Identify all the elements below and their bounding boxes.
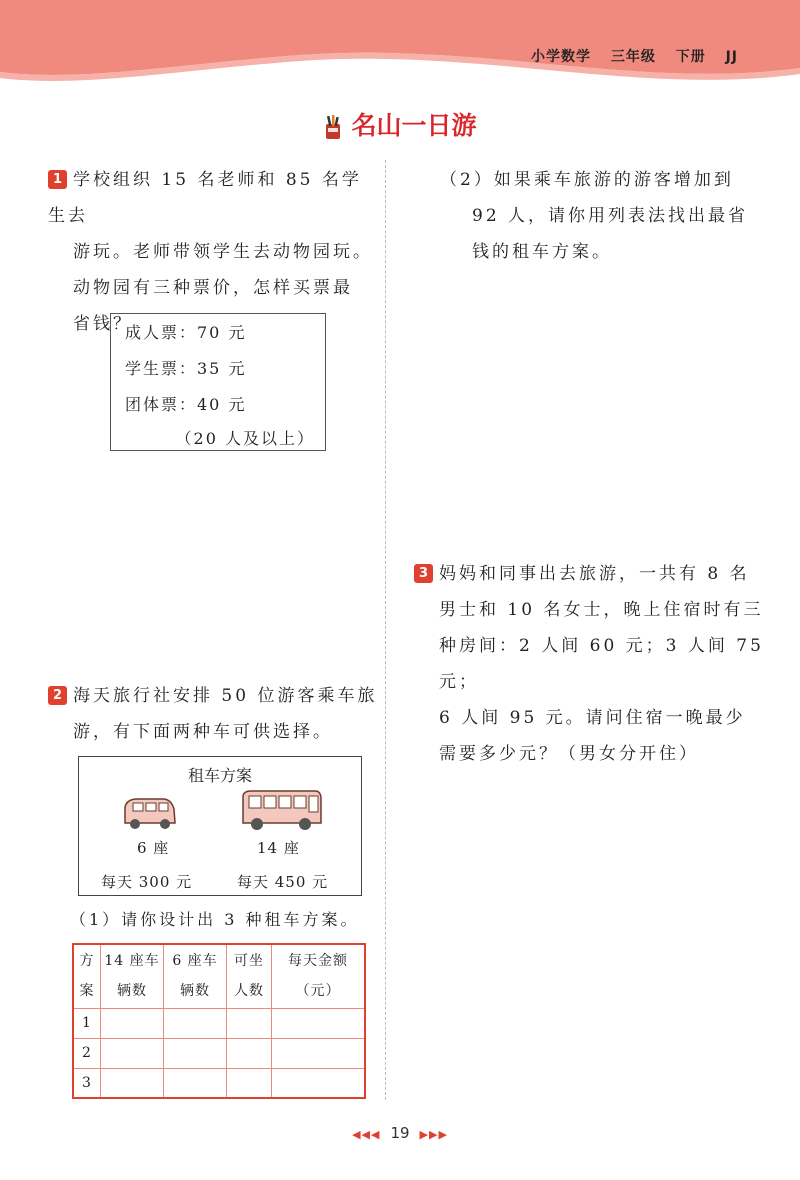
problem-2-question-1: （1）请你设计出 3 种租车方案。 [70, 910, 360, 929]
table-cell [227, 1038, 272, 1068]
problem-3-line-5: 需要多少元？（男女分开住） [439, 744, 699, 764]
big-car-price: 每天 450 元 [237, 873, 329, 891]
problem-2-q2-line-1: （2）如果乘车旅游的游客增加到 [440, 170, 734, 190]
table-cell [272, 1038, 366, 1068]
table-cell [164, 1008, 227, 1038]
table-header-row [73, 944, 365, 1008]
big-car-seats: 14 座 [257, 839, 300, 857]
header-grade: 三年级 [610, 49, 656, 65]
problem-2-line-2: 游，有下面两种车可供选择。 [73, 722, 333, 742]
column-divider [385, 160, 386, 1100]
problem-2-line-1: 海天旅行社安排 50 位游客乘车旅 [73, 686, 378, 706]
problem-2 [48, 678, 378, 750]
minivan-icon [119, 793, 179, 835]
table-header-cell: 可坐 人数 [227, 944, 272, 1008]
header-subject: 小学数学 [530, 49, 591, 65]
table-cell [272, 1008, 366, 1038]
problem-3-line-4: 6 人间 95 元。请问住宿一晚最少 [439, 708, 746, 728]
table-row-number: 2 [73, 1038, 101, 1068]
header-info [517, 46, 738, 66]
problem-1-number: 1 [48, 170, 67, 189]
price-group: 团体票：40 元 [125, 395, 247, 414]
price-group-note: （20 人及以上） [175, 429, 315, 448]
problem-3-line-3: 种房间：2 人间 60 元；3 人间 75 元； [439, 636, 764, 692]
problem-1-line-1: 学校组织 15 名老师和 85 名学生去 [48, 170, 362, 226]
right-arrows-icon: ▶▶▶ [419, 1128, 448, 1141]
ticket-price-box [110, 313, 326, 451]
table-row [73, 1038, 365, 1068]
problem-2-question-2 [440, 162, 770, 270]
rent-plan-title: 租车方案 [187, 766, 252, 785]
problem-1-line-3: 动物园有三种票价，怎样买票最 [73, 278, 353, 298]
header-volume: 下册 [675, 49, 706, 65]
problem-3 [414, 556, 764, 772]
pencil-cup-icon [323, 114, 343, 140]
table-cell [164, 1038, 227, 1068]
table-row-number: 3 [73, 1068, 101, 1098]
table-header-cell: 6 座车 辆数 [164, 944, 227, 1008]
table-header-cell: 每天金额 （元） [272, 944, 366, 1008]
problem-3-number: 3 [414, 564, 433, 583]
table-header-cell: 14 座车 辆数 [101, 944, 164, 1008]
problem-3-line-2: 男士和 10 名女士，晚上住宿时有三 [439, 600, 764, 620]
small-car-price: 每天 300 元 [101, 873, 193, 891]
table-cell [227, 1068, 272, 1098]
problem-2-number: 2 [48, 686, 67, 705]
table-cell [101, 1038, 164, 1068]
problem-2-q2-line-3: 钱的租车方案。 [472, 242, 612, 262]
table-cell [272, 1068, 366, 1098]
problem-2-q2-line-2: 92 人，请你用列表法找出最省 [472, 206, 749, 226]
small-car-seats: 6 座 [137, 839, 170, 857]
problem-3-line-1: 妈妈和同事出去旅游，一共有 8 名 [439, 564, 750, 584]
table-cell [101, 1068, 164, 1098]
page-footer [0, 1124, 800, 1142]
table-cell [164, 1068, 227, 1098]
header-edition: JJ [725, 49, 738, 65]
price-adult: 成人票：70 元 [125, 323, 247, 342]
table-row [73, 1008, 365, 1038]
table-header-cell: 方 案 [73, 944, 101, 1008]
rent-plan-box [78, 756, 362, 896]
table-cell [101, 1008, 164, 1038]
page-number: 19 [390, 1124, 410, 1142]
table-row-number: 1 [73, 1008, 101, 1038]
problem-1-line-4: 省钱？ [73, 314, 133, 334]
page-title [0, 106, 800, 142]
problem-1-line-2: 游玩。老师带领学生去动物园玩。 [73, 242, 373, 262]
page-title-text: 名山一日游 [351, 111, 477, 140]
table-cell [227, 1008, 272, 1038]
bus-icon [239, 787, 325, 833]
price-student: 学生票：35 元 [125, 359, 247, 378]
table-row [73, 1068, 365, 1098]
left-arrows-icon: ◀◀◀ [352, 1128, 381, 1141]
rent-plan-table [72, 943, 366, 1099]
